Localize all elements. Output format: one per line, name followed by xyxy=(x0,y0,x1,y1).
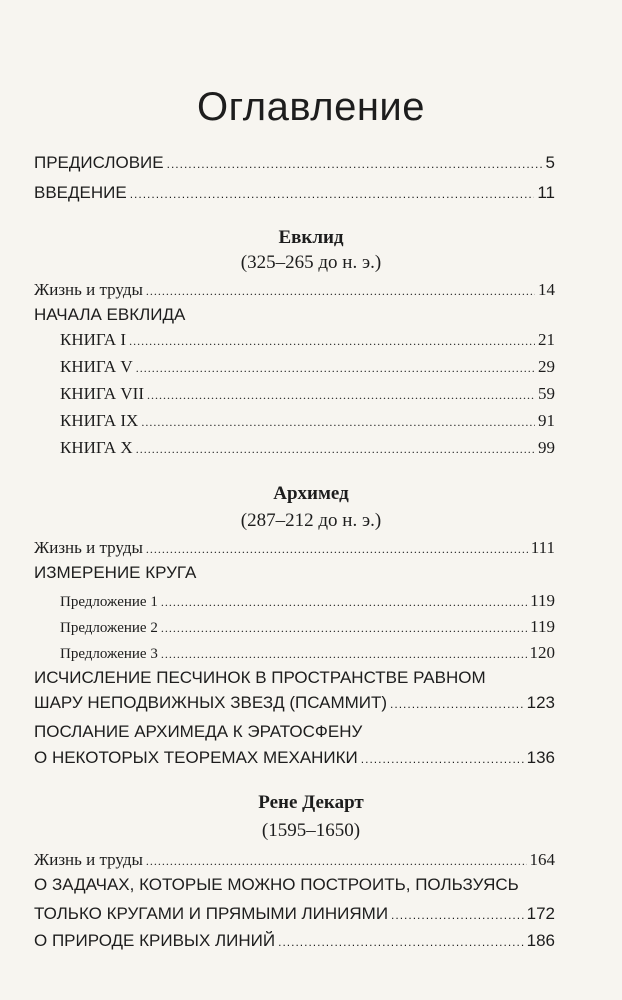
entry-label: О ПРИРОДЕ КРИВЫХ ЛИНИЙ xyxy=(34,931,276,950)
entry-label: ПРЕДИСЛОВИЕ xyxy=(34,153,164,172)
entry-label: КНИГА IX xyxy=(60,411,139,430)
entry-page: 186 xyxy=(526,931,555,950)
leader-dots xyxy=(130,187,535,201)
toc-entry-proposition[interactable] xyxy=(60,617,555,637)
author-euclid: Евклид xyxy=(278,227,344,248)
entry-page: 14 xyxy=(538,280,555,299)
entry-page: 120 xyxy=(529,643,555,662)
leader-dots xyxy=(390,697,524,711)
entry-page: 119 xyxy=(530,617,555,636)
leader-dots xyxy=(361,752,524,766)
entry-page: 59 xyxy=(538,384,555,403)
toc-entry-curves[interactable] xyxy=(34,931,555,951)
entry-label: ВВЕДЕНИЕ xyxy=(34,183,127,202)
entry-label: КНИГА X xyxy=(60,438,133,457)
entry-label: КНИГА VII xyxy=(60,384,144,403)
author-descartes: Рене Декарт xyxy=(258,792,364,813)
entry-label: Жизнь и труды xyxy=(34,850,143,869)
toc-entry-proposition[interactable] xyxy=(60,591,555,611)
toc-entry-introduction[interactable] xyxy=(34,183,555,203)
toc-entry-book[interactable] xyxy=(60,384,555,404)
toc-entry-proposition[interactable] xyxy=(60,643,555,663)
entry-page: 164 xyxy=(529,850,555,869)
entry-page: 136 xyxy=(526,748,555,767)
section-elements[interactable]: НАЧАЛА ЕВКЛИДА xyxy=(34,305,186,324)
page-title: Оглавление xyxy=(196,85,425,129)
leader-dots xyxy=(136,361,535,376)
leader-dots xyxy=(167,157,543,171)
toc-entry-book[interactable] xyxy=(60,357,555,377)
entry-label: Предложение 1 xyxy=(60,594,158,610)
section-sand-reckoner-line1[interactable]: ИСЧИСЛЕНИЕ ПЕСЧИНОК В ПРОСТРАНСТВЕ РАВНОМ xyxy=(34,668,486,687)
author-descartes-years: (1595–1650) xyxy=(261,820,361,841)
entry-page: 172 xyxy=(526,904,555,923)
entry-label: Предложение 2 xyxy=(60,620,158,636)
toc-entry-descartes-life[interactable] xyxy=(34,850,555,870)
leader-dots xyxy=(161,647,527,662)
entry-page: 123 xyxy=(526,693,555,712)
toc-entry-preface[interactable] xyxy=(34,153,555,173)
author-euclid-years: (325–265 до н. э.) xyxy=(240,252,382,273)
entry-label: КНИГА I xyxy=(60,330,127,349)
author-archimedes-years: (287–212 до н. э.) xyxy=(240,510,382,531)
author-archimedes: Архимед xyxy=(273,483,349,504)
toc-entry-problems[interactable] xyxy=(34,904,555,924)
entry-page: 91 xyxy=(538,411,555,430)
section-measurement-of-circle[interactable]: ИЗМЕРЕНИЕ КРУГА xyxy=(34,563,197,582)
leader-dots xyxy=(129,334,535,349)
leader-dots xyxy=(146,284,535,299)
toc-entry-book[interactable] xyxy=(60,330,555,350)
entry-page: 111 xyxy=(530,538,555,557)
toc-entry-sand-reckoner[interactable] xyxy=(34,693,555,713)
entry-label: ШАРУ НЕПОДВИЖНЫХ ЗВЕЗД (ПСАММИТ) xyxy=(34,693,388,712)
entry-label: Жизнь и труды xyxy=(34,538,143,557)
toc-entry-archimedes-life[interactable] xyxy=(34,538,555,558)
entry-page: 29 xyxy=(538,357,555,376)
leader-dots xyxy=(161,621,527,636)
leader-dots xyxy=(278,935,524,949)
toc-entry-book[interactable] xyxy=(60,411,555,431)
entry-label: Предложение 3 xyxy=(60,646,158,662)
section-problems-line1[interactable]: О ЗАДАЧАХ, КОТОРЫЕ МОЖНО ПОСТРОИТЬ, ПОЛЬЗУЯСЬ xyxy=(34,875,519,894)
leader-dots xyxy=(146,542,528,557)
leader-dots xyxy=(141,415,535,430)
toc-entry-book[interactable] xyxy=(60,438,555,458)
toc-entry-method[interactable] xyxy=(34,748,555,768)
entry-label: О НЕКОТОРЫХ ТЕОРЕМАХ МЕХАНИКИ xyxy=(34,748,358,767)
entry-page: 5 xyxy=(545,153,555,172)
leader-dots xyxy=(147,388,535,403)
leader-dots xyxy=(136,442,535,457)
toc-entry-euclid-life[interactable] xyxy=(34,280,555,300)
entry-page: 119 xyxy=(530,591,555,610)
entry-label: Жизнь и труды xyxy=(34,280,143,299)
entry-page: 21 xyxy=(538,330,555,349)
entry-page: 11 xyxy=(537,183,555,202)
entry-label: ТОЛЬКО КРУГАМИ И ПРЯМЫМИ ЛИНИЯМИ xyxy=(34,904,389,923)
entry-page: 99 xyxy=(538,438,555,457)
leader-dots xyxy=(146,854,527,869)
leader-dots xyxy=(161,595,527,610)
leader-dots xyxy=(391,908,524,922)
entry-label: КНИГА V xyxy=(60,357,133,376)
section-method-line1[interactable]: ПОСЛАНИЕ АРХИМЕДА К ЭРАТОСФЕНУ xyxy=(34,722,363,741)
